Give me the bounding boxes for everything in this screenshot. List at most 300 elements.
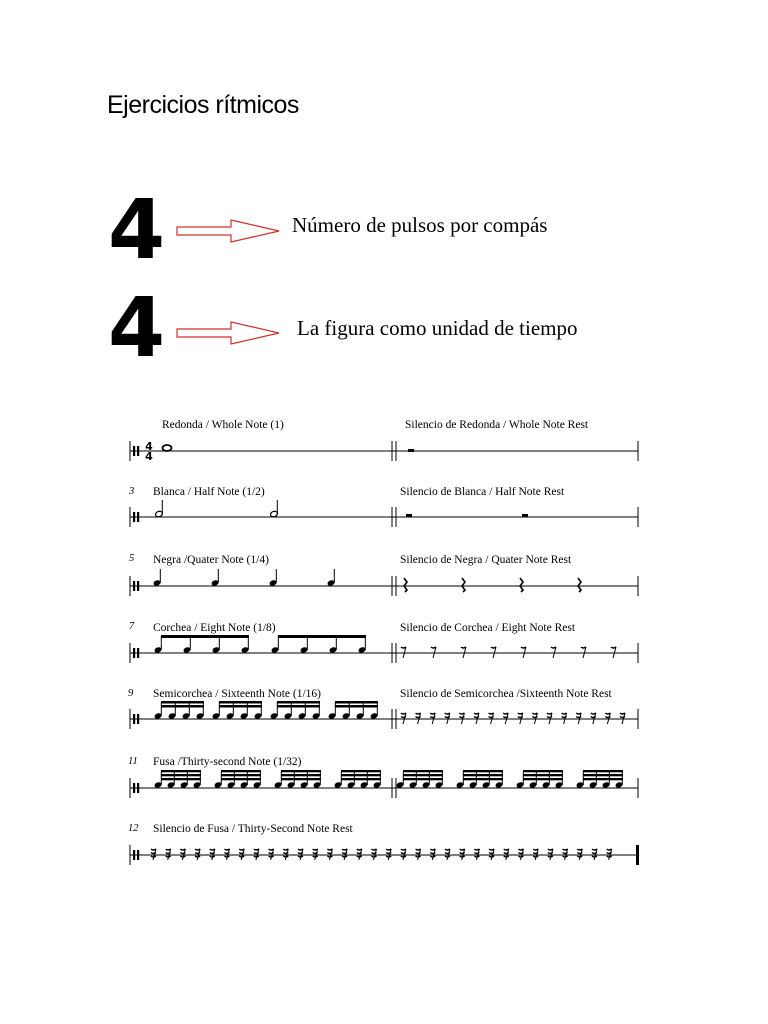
rest-flag — [491, 647, 496, 648]
rest-stem — [549, 713, 552, 724]
exercise-label-sixteenth-rest: Silencio de Semicorchea /Sixteenth Note Rest — [400, 688, 612, 700]
note-head — [300, 781, 309, 788]
note-head — [342, 712, 351, 719]
rest-flag — [210, 856, 215, 857]
note-head — [168, 712, 177, 719]
percussion-clef — [137, 512, 139, 522]
note-head — [298, 712, 307, 719]
note-head — [328, 712, 337, 719]
measure-number: 12 — [128, 823, 139, 834]
beam — [281, 770, 321, 772]
rest-stem — [609, 849, 612, 860]
rest-flag — [563, 856, 568, 857]
rest-stem — [594, 849, 597, 860]
rest-flag — [195, 849, 200, 850]
rest-flag — [474, 717, 479, 718]
rest-flag — [225, 856, 230, 857]
note-head — [271, 646, 280, 653]
rest-flag — [445, 713, 450, 714]
note-head — [196, 712, 205, 719]
note-head — [313, 781, 322, 788]
rest-flag — [548, 856, 553, 857]
rest-stem — [583, 647, 586, 658]
note-head — [254, 712, 263, 719]
note-head — [153, 579, 162, 586]
beam — [278, 635, 366, 638]
rest-flag — [460, 853, 465, 854]
rest-stem — [565, 849, 568, 860]
rest-stem — [506, 849, 509, 860]
rest-flag — [239, 849, 244, 850]
rest-flag — [518, 717, 523, 718]
rest-flag — [489, 717, 494, 718]
rest-flag — [620, 717, 625, 718]
rest-flag — [445, 717, 450, 718]
staff-line-1 — [130, 440, 638, 463]
rest-flag — [151, 856, 156, 857]
rest-stem — [432, 849, 435, 860]
beam — [341, 778, 381, 780]
rest-flag — [431, 647, 436, 648]
beam — [403, 778, 443, 780]
percussion-clef — [133, 581, 135, 591]
rest-stem — [168, 849, 171, 860]
rest-flag — [519, 856, 524, 857]
rest-flag — [342, 853, 347, 854]
percussion-clef — [133, 648, 135, 658]
half-rest — [522, 514, 528, 517]
beam — [341, 770, 381, 772]
beam — [161, 774, 201, 776]
note-head — [516, 781, 525, 788]
beam — [161, 635, 249, 638]
rest-stem — [461, 713, 464, 724]
rest-flag — [577, 853, 582, 854]
measure-number: 11 — [128, 756, 138, 767]
rest-flag — [591, 713, 596, 714]
quarter-rest — [520, 578, 523, 592]
rest-flag — [269, 853, 274, 854]
exercise-label-whole-rest: Silencio de Redonda / Whole Note Rest — [405, 419, 589, 431]
beam — [221, 774, 261, 776]
rest-stem — [447, 713, 450, 724]
note-head — [227, 781, 236, 788]
rest-flag — [372, 853, 377, 854]
rest-flag — [620, 713, 625, 714]
rest-flag — [577, 856, 582, 857]
note-head — [555, 781, 564, 788]
rest-flag — [460, 849, 465, 850]
rest-flag — [445, 856, 450, 857]
rest-flag — [225, 853, 230, 854]
rest-flag — [254, 856, 259, 857]
whole-rest — [408, 449, 414, 452]
note-head — [469, 781, 478, 788]
rest-flag — [401, 713, 406, 714]
staff-line-5 — [130, 701, 638, 729]
rest-stem — [535, 849, 538, 860]
rest-flag — [416, 853, 421, 854]
rest-flag — [430, 717, 435, 718]
beam — [161, 705, 204, 708]
rest-flag — [386, 853, 391, 854]
note-head — [182, 712, 191, 719]
rest-flag — [430, 713, 435, 714]
percussion-clef — [133, 446, 135, 456]
rest-flag — [547, 713, 552, 714]
percussion-clef — [133, 783, 135, 793]
note-head — [154, 646, 163, 653]
note-head — [214, 781, 223, 788]
rest-flag — [563, 853, 568, 854]
rest-flag — [283, 853, 288, 854]
time-signature-bottom-digit: 4 — [108, 281, 166, 376]
rest-flag — [416, 713, 421, 714]
beam — [161, 778, 201, 780]
beam — [221, 778, 261, 780]
beam — [219, 701, 262, 704]
rest-flag — [386, 856, 391, 857]
rest-flag — [401, 647, 406, 648]
rest-flag — [180, 853, 185, 854]
rest-flag — [151, 853, 156, 854]
measure-number: 3 — [129, 486, 135, 497]
note-head — [358, 646, 367, 653]
measure-number: 9 — [128, 688, 134, 699]
note-head — [456, 781, 465, 788]
rest-stem — [607, 713, 610, 724]
rest-stem — [285, 849, 288, 860]
rest-flag — [225, 849, 230, 850]
note-head — [241, 646, 250, 653]
note-head — [300, 646, 309, 653]
quarter-rest — [404, 578, 407, 592]
rest-stem — [579, 849, 582, 860]
exercise-label-eighth-rest: Silencio de Corchea / Eight Note Rest — [400, 622, 576, 634]
rest-flag — [519, 849, 524, 850]
beam — [161, 770, 201, 772]
rest-flag — [592, 849, 597, 850]
rest-flag — [298, 849, 303, 850]
rest-stem — [553, 647, 556, 658]
exercise-label-half-note: Blanca / Half Note (1/2) — [153, 486, 265, 498]
rest-flag — [576, 717, 581, 718]
rest-stem — [182, 849, 185, 860]
note-head — [435, 781, 444, 788]
rest-stem — [212, 849, 215, 860]
rest-flag — [416, 849, 421, 850]
rest-flag — [342, 856, 347, 857]
staff-line-7 — [130, 845, 639, 865]
note-head — [373, 781, 382, 788]
exercise-label-eighth-note: Corchea / Eight Note (1/8) — [153, 622, 276, 634]
rest-stem — [476, 849, 479, 860]
rest-flag — [489, 849, 494, 850]
rest-stem — [256, 849, 259, 860]
rest-flag — [474, 713, 479, 714]
rest-flag — [372, 849, 377, 850]
rest-flag — [401, 717, 406, 718]
rest-flag — [386, 849, 391, 850]
rest-flag — [581, 647, 586, 648]
rest-stem — [271, 849, 274, 860]
beam — [523, 778, 563, 780]
note-head — [284, 712, 293, 719]
rest-flag — [269, 856, 274, 857]
rest-flag — [151, 849, 156, 850]
note-head — [193, 781, 202, 788]
percussion-clef — [133, 850, 135, 860]
note-head — [183, 646, 192, 653]
rest-stem — [491, 713, 494, 724]
rest-stem — [447, 849, 450, 860]
rest-flag — [607, 849, 612, 850]
rest-flag — [327, 853, 332, 854]
rest-stem — [403, 647, 406, 658]
rest-flag — [576, 713, 581, 714]
beam — [523, 770, 563, 772]
staff-line-6 — [130, 770, 638, 798]
note-head — [422, 781, 431, 788]
rest-flag — [459, 713, 464, 714]
rest-flag — [607, 856, 612, 857]
note-head — [180, 781, 189, 788]
arrow-right-icon — [175, 218, 283, 244]
rest-flag — [313, 853, 318, 854]
arrow-right-icon — [175, 320, 283, 346]
note-head — [370, 712, 379, 719]
rest-flag — [239, 853, 244, 854]
rest-flag — [503, 713, 508, 714]
rest-flag — [342, 849, 347, 850]
rest-stem — [403, 849, 406, 860]
percussion-clef — [133, 512, 135, 522]
beam — [341, 774, 381, 776]
rest-stem — [153, 849, 156, 860]
rest-flag — [489, 856, 494, 857]
rest-stem — [521, 849, 524, 860]
beam — [583, 778, 623, 780]
note-head — [212, 712, 221, 719]
note-head — [155, 510, 164, 517]
beam — [403, 774, 443, 776]
rest-flag — [180, 849, 185, 850]
rest-stem — [432, 713, 435, 724]
quarter-rest — [578, 578, 581, 592]
rest-stem — [622, 713, 625, 724]
rest-flag — [430, 853, 435, 854]
note-head — [329, 646, 338, 653]
rest-flag — [283, 856, 288, 857]
beam — [219, 705, 262, 708]
rest-stem — [505, 713, 508, 724]
rest-flag — [357, 853, 362, 854]
time-signature-top-digit: 4 — [108, 183, 166, 278]
rest-flag — [605, 717, 610, 718]
beam — [463, 774, 503, 776]
note-head — [270, 510, 279, 517]
measure-number: 7 — [129, 621, 135, 632]
exercise-label-quarter-rest: Silencio de Negra / Quater Note Rest — [400, 554, 572, 566]
exercise-label-thirty-second-note: Fusa /Thirty-second Note (1/32) — [153, 756, 302, 768]
rest-flag — [474, 849, 479, 850]
rest-stem — [550, 849, 553, 860]
rest-flag — [533, 849, 538, 850]
rest-stem — [491, 849, 494, 860]
time-signature: 4 — [145, 450, 153, 463]
rest-flag — [416, 856, 421, 857]
rest-flag — [327, 849, 332, 850]
rest-flag — [166, 849, 171, 850]
rest-stem — [300, 849, 303, 860]
rest-flag — [548, 853, 553, 854]
rest-flag — [459, 717, 464, 718]
time-signature: 4 — [145, 440, 153, 453]
rest-flag — [269, 849, 274, 850]
rest-stem — [578, 713, 581, 724]
rest-flag — [210, 849, 215, 850]
rest-flag — [532, 717, 537, 718]
beam — [281, 778, 321, 780]
percussion-clef — [137, 581, 139, 591]
final-barline — [636, 845, 639, 865]
rest-flag — [283, 849, 288, 850]
rest-flag — [166, 853, 171, 854]
rest-flag — [533, 853, 538, 854]
rest-stem — [374, 849, 377, 860]
note-head — [409, 781, 418, 788]
rest-stem — [433, 647, 436, 658]
note-head — [269, 579, 278, 586]
percussion-clef — [137, 446, 139, 456]
rest-flag — [357, 856, 362, 857]
exercise-label-whole-note: Redonda / Whole Note (1) — [162, 419, 284, 431]
exercise-label-quarter-note: Negra /Quater Note (1/4) — [153, 554, 269, 566]
page-title: Ejercicios rítmicos — [107, 91, 299, 119]
rest-flag — [430, 849, 435, 850]
rest-flag — [474, 853, 479, 854]
rest-flag — [461, 647, 466, 648]
rest-flag — [521, 647, 526, 648]
note-head — [154, 712, 163, 719]
rest-flag — [313, 849, 318, 850]
percussion-clef — [133, 714, 135, 724]
rest-flag — [519, 853, 524, 854]
rest-flag — [474, 856, 479, 857]
rest-stem — [593, 713, 596, 724]
rest-flag — [372, 856, 377, 857]
measure-number: 5 — [129, 553, 135, 564]
rest-stem — [564, 713, 567, 724]
rest-flag — [210, 853, 215, 854]
exercise-label-thirty-second-rest: Silencio de Fusa / Thirty-Second Note Rest — [153, 823, 353, 835]
note-head — [360, 781, 369, 788]
beam — [161, 701, 204, 704]
rest-flag — [518, 713, 523, 714]
note-head — [274, 781, 283, 788]
rest-flag — [611, 647, 616, 648]
exercise-label-half-rest: Silencio de Blanca / Half Note Rest — [400, 486, 565, 498]
rest-flag — [166, 856, 171, 857]
rest-flag — [254, 849, 259, 850]
rest-flag — [607, 853, 612, 854]
rest-flag — [298, 856, 303, 857]
rest-stem — [418, 713, 421, 724]
note-head — [495, 781, 504, 788]
note-head — [589, 781, 598, 788]
rest-flag — [401, 849, 406, 850]
note-head — [253, 781, 262, 788]
percussion-clef — [137, 648, 139, 658]
rest-flag — [445, 853, 450, 854]
rest-flag — [533, 856, 538, 857]
percussion-clef — [137, 714, 139, 724]
beam — [221, 770, 261, 772]
beam — [335, 701, 378, 704]
beam — [277, 701, 320, 704]
rest-flag — [401, 856, 406, 857]
rest-flag — [577, 849, 582, 850]
rest-stem — [227, 849, 230, 860]
note-head — [270, 712, 279, 719]
note-head — [327, 579, 336, 586]
rest-flag — [327, 856, 332, 857]
rest-stem — [329, 849, 332, 860]
note-head — [287, 781, 296, 788]
note-head — [529, 781, 538, 788]
rest-flag — [504, 853, 509, 854]
rest-stem — [359, 849, 362, 860]
rest-flag — [239, 856, 244, 857]
rest-flag — [548, 849, 553, 850]
rest-stem — [462, 849, 465, 860]
whole-note — [163, 445, 172, 451]
rest-flag — [592, 853, 597, 854]
rest-flag — [195, 856, 200, 857]
beam — [281, 774, 321, 776]
percussion-clef — [137, 783, 139, 793]
note-head — [334, 781, 343, 788]
rest-flag — [195, 853, 200, 854]
exercise-label-sixteenth-note: Semicorchea / Sixteenth Note (1/16) — [153, 688, 321, 700]
beam — [463, 770, 503, 772]
rest-flag — [605, 713, 610, 714]
rest-stem — [523, 647, 526, 658]
rest-stem — [463, 647, 466, 658]
note-head — [240, 781, 249, 788]
rest-flag — [401, 853, 406, 854]
rest-stem — [403, 713, 406, 724]
beam — [335, 705, 378, 708]
note-head — [167, 781, 176, 788]
rest-flag — [504, 849, 509, 850]
rest-stem — [613, 647, 616, 658]
rest-flag — [503, 717, 508, 718]
rest-stem — [315, 849, 318, 860]
rest-flag — [591, 717, 596, 718]
rest-flag — [504, 856, 509, 857]
rest-stem — [241, 849, 244, 860]
rest-flag — [254, 853, 259, 854]
beam — [463, 778, 503, 780]
note-head — [356, 712, 365, 719]
note-head — [226, 712, 235, 719]
beam — [403, 770, 443, 772]
rest-stem — [534, 713, 537, 724]
note-head — [542, 781, 551, 788]
rest-flag — [430, 856, 435, 857]
rest-stem — [388, 849, 391, 860]
